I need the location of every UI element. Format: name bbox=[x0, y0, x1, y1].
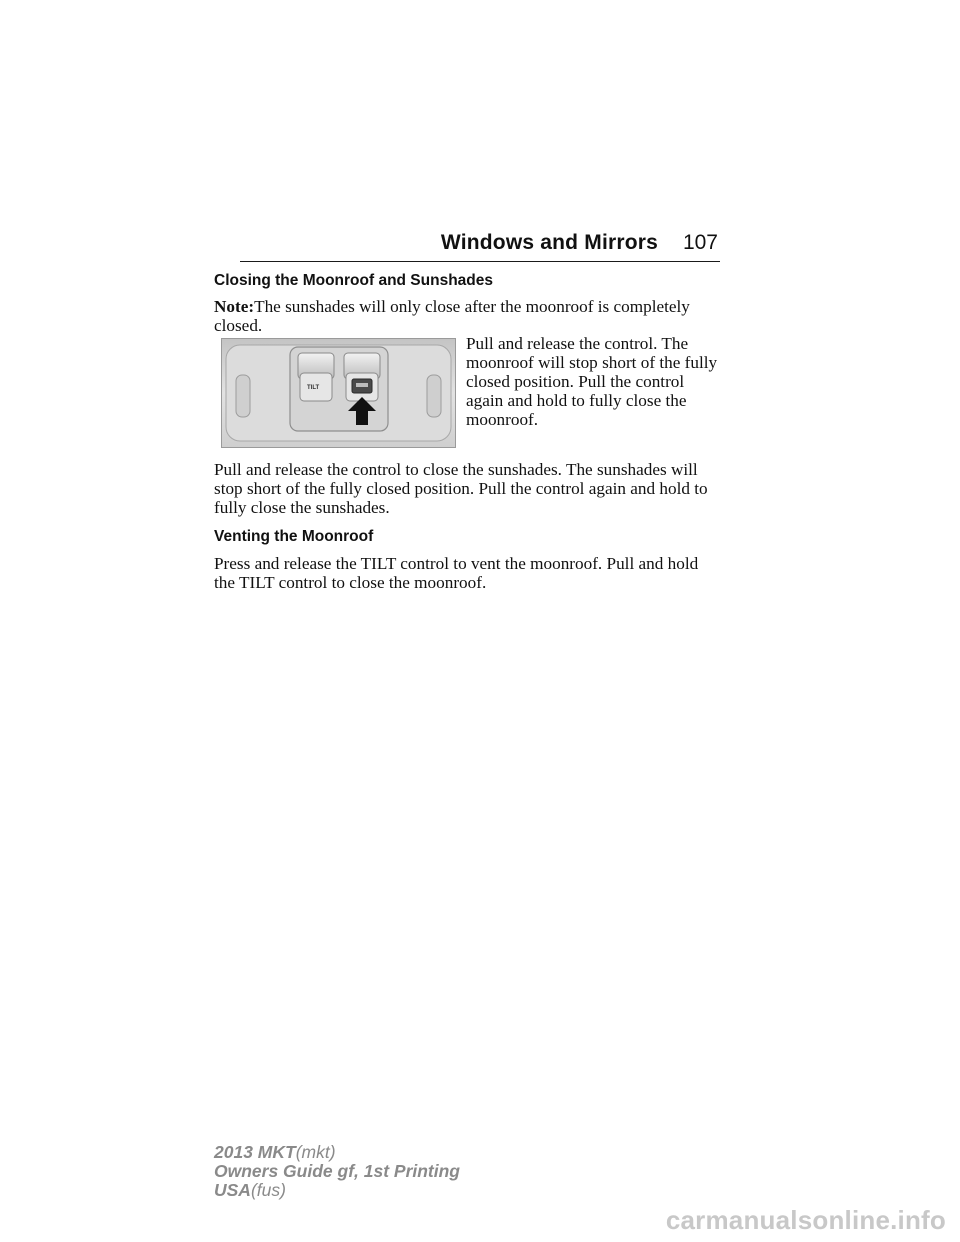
watermark: carmanualsonline.info bbox=[665, 1205, 946, 1235]
moonroof-control-illustration bbox=[221, 338, 456, 448]
text-line: again and hold to fully close the bbox=[466, 391, 687, 410]
text-line: the TILT control to close the moonroof. bbox=[214, 573, 487, 592]
footer-guide: Owners Guide gf, 1st Printing bbox=[214, 1161, 460, 1181]
overhead-console-drawing bbox=[222, 339, 455, 447]
venting-paragraph bbox=[214, 554, 724, 592]
figure-caption-text bbox=[466, 334, 726, 429]
footer-model: 2013 MKT bbox=[214, 1142, 296, 1162]
page-number: 107 bbox=[682, 231, 718, 254]
text-line: closed position. Pull the control bbox=[466, 372, 685, 391]
text-line: Press and release the TILT control to vent the moonroof. Pull and hold bbox=[214, 554, 699, 573]
note-label: Note: bbox=[214, 297, 255, 316]
print-footer bbox=[214, 1143, 460, 1200]
section-heading-venting: Venting the Moonroof bbox=[214, 528, 374, 545]
text-line: stop short of the fully closed position. Pull the control again and hold to bbox=[214, 479, 708, 498]
footer-market: USA bbox=[214, 1180, 251, 1200]
footer-model-code: (mkt) bbox=[295, 1142, 336, 1162]
section-heading-closing: Closing the Moonroof and Sunshades bbox=[214, 272, 493, 289]
footer-market-code: (fus) bbox=[250, 1180, 286, 1200]
note-text: The sunshades will only close after the moonroof is completely bbox=[254, 297, 690, 316]
note-paragraph bbox=[214, 297, 724, 335]
note-text-line2: closed. bbox=[214, 316, 263, 335]
sunshades-paragraph bbox=[214, 460, 724, 517]
page-header bbox=[240, 231, 720, 262]
text-line: moonroof. bbox=[466, 410, 539, 429]
text-line: moonroof will stop short of the fully bbox=[466, 353, 718, 372]
text-line: Pull and release the control to close the sunshades. The sunshades will bbox=[214, 460, 698, 479]
text-line: Pull and release the control. The bbox=[466, 334, 689, 353]
text-line: fully close the sunshades. bbox=[214, 498, 390, 517]
tilt-label: TILT bbox=[307, 385, 320, 391]
chapter-title: Windows and Mirrors bbox=[440, 231, 658, 254]
